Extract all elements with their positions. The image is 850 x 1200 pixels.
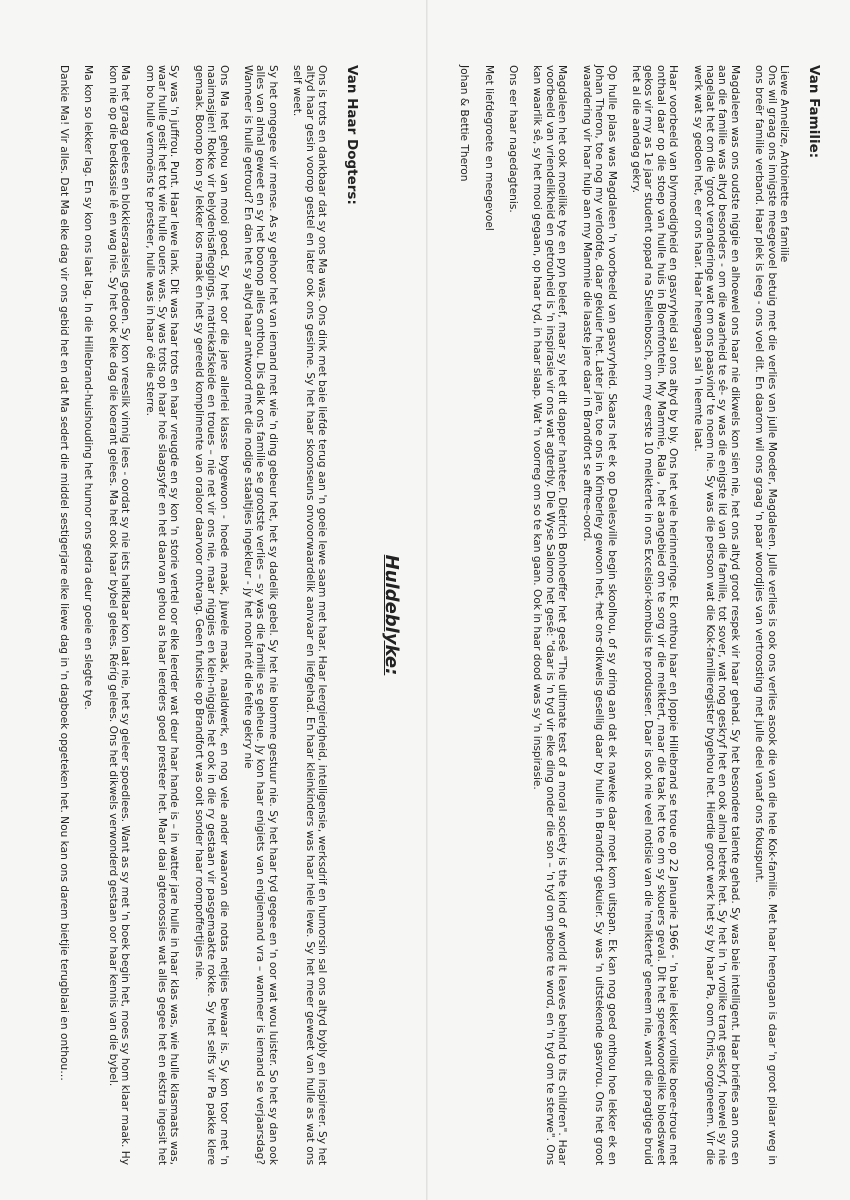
paragraph: Magdaleen het ook moeilike tye en pyn beleef, maar sy het dit dapper hanteer. Dietrich Bonhoeffer het gesê "The ultimate test of a moral society is the kind of world it leaves behind to its children". Haar voorbeeld van vriendelikheid en getrouheid is 'n inspirasie vir ons wat agterbly. Die Wyse Salomo het gesê: "daar is 'n tyd vir elke ding onder die son – 'n tyd om gebore te word, en 'n tyd om te sterwe". Ons kan waarlik sê, sy het mooi gegaan, op haar tyd, in haar slaap. Wat 'n voorreg om so te kan gaan. Ook in haar dood was sy 'n inspirasie.: [531, 65, 569, 1165]
paragraph: Magdaleen was ons oudste niggie en alhoewel ons haar nie dikwels kon sien nie, het ons altyd groot respek vir haar gehad. Sy het besondere talente gehad. Sy was baie intelligent. Haar briefies aan ons en aan die familie was altyd besonders - om die waarheid te sê- sy was die enigste lid van die familie, tot sover, wat nog geskryf het en ook almal betrek het. Sy het in 'n vrolike trant geskryf, hoewel sy nie nagelaat het om die 'groot veranderinge wat om ons paasvind' te noem nie. Sy was die persoon wat die Kok-familieregister bygehou het. Hierdie groot werk het sy by haar Pa, oom Chris, oorgeneem. Vir die werk wat sy gedoen het, eer ons haar. Haar heengaan sal 'n leemte laat.: [691, 65, 741, 1165]
signature: Johan & Bettie Theron: [458, 65, 471, 182]
closing-line: Met liefdegroete en meegevoel: [482, 65, 495, 231]
salutation: Liewe Annelize, Antoinette en familie: [778, 65, 790, 263]
page-fold: [426, 0, 428, 1200]
tribute-panel-family: [436, 25, 836, 1175]
section-title-family: Van Familie:: [806, 65, 822, 159]
section-title-daughters: Van Haar Dogters:: [344, 65, 360, 205]
paragraph: Sy het omgegee vir mense. As sy gehoor het van iemand met wie 'n ding gebeur het, het sy dadelik gebel. Sy het nie blomme gestuur nie. Sy het haar tyd gegee en 'n oor wat wou luister. So het sy dan ook alles van almal geweet en sy het boonop alles onthou. Dis dalk ons familie se grootste verlies – sy was die familie se geheue. Jy kon haar enigiets van enigiemand vra – wanneer is iemand se verjaarsdag? Wanneer is hulle getroud? En dan het sy altyd haar antwoord met die nodige staaltjies ingekleur - jy het nooit nét die feite gekry nie: [241, 65, 279, 1165]
paragraph: Ons Ma het gehou van mooi goed. Sy het oor die jare allerlei klasse bygewoon - hoede maak, juwele maak, naaldwerk, en nog vele ander waarvan die notas netjies bewaar is. Sy kon toor met 'n naaimasjien! Rokke vir belydenisafleggings, matriekafskeide en troues – nie net vir ons nie, maar niggies en klein-niggies het ook in die ry gestaan vir pasgemaakte rokke. Sy het selfs vir Pa pakke klere gemaak. Boonop kon sy lekker kos maak en het sy gereeld komplimente van oraloor daarvoor ontvang. Geen funksie op Brandfort was ooit sonder haar roompoffertjies nie.: [192, 65, 230, 1165]
paragraph: Ons is trots en dankbaar dat sy ons Ma was. Ons dink met baie liefde terug aan 'n goeie lewe saam met haar. Haar leergierigheid, intelligensie, werksdrif en humorsin sal ons altyd bybly en inspireer. Sy het altyd haar gesin voorop gestel en later ook ons gesinne. Sy het haar skoonseuns onvoorwaardelik aanvaar en liefgehad. En haar kleinkinders was haar hele lewe. Sy het meer geweet van hulle as wat ons self weet.: [291, 65, 328, 1165]
paragraph: Ons eer haar nagedagtenis.: [507, 65, 520, 213]
paragraph: Ons wil graag ons innigste meegevoel betuig met die verlies van julle Moeder, Magdaleen. Julle verlies is ook ons verlies asook die van die hele Kok-familie. Met haar heengaan is daar 'n groot pilaar weg in ons breër familie verband. Haar plek is leeg - ons voel dit. En daarom wil ons graag 'n paar woordjies van vertroosting met julle deel vanaf ons fokuspunt.: [753, 65, 778, 1165]
paragraph: Op hulle plaas was Magdaleen 'n voorbeeld van gasvryheid. Skaars het ek op Dealesville begin skoolhou, of sy dring aan dat ek naweke daar moet kom uitspan. Ek kan nog goed onthou hoe lekker ek en Johan Theron, toe nog my verloofde, daar gekuier het. Later jare, toe ons in Kimberley gewoon het, het ons dikwels gesellig daar by hulle in Brandfort gekuier. Sy was 'n uitstekende gasvrou. Ons het groot waardering vir haar hulp aan my Mammie die laaste jare daar in Brandfort se aftree-oord.: [580, 65, 618, 1165]
paragraph: Sy was 'n juffrou. Punt. Haar lewe lank. Dit was haar trots en haar vreugde en sy kon 'n storie vertel oor elke leerder wat deur haar hande is – in watter jare hulle in haar klas was, wie hulle klasmaats was, waar hulle gesit het tot wie hulle ouers was. Sy was trots op haar hoë slaagsyfer en het daarvan gehou as haar leerders goed presteer het. Maar daai agteroossies wat alles gegee het en ekstra ingesit het om bo hulle vermoëns te presteer, hulle was in haar oë die sterre.: [143, 65, 181, 1165]
paragraph: Ma het graag gelees en blokkiesraaisels gedoen. Sy kon vreeslik vinnig lees - oordat sy nie iets halfklaar kon laat nie, het sy geleer spoedlees. Want as sy met 'n boek begin het, moes sy hom klaar maak. Hy kon nie op die bedkassie lê en wag nie. Sy het ook elke dag die koerant gelees. Ma het ook haar bybel gelees. Réríg gelees. Ons het dikwels verwonderd gestaan oor haar kennis van die bybel.: [106, 65, 132, 1165]
paragraph: Ma kon so lekker lag. En sy kon ons laat lag. In die Hillebrand-huishouding het humor ons gedra deur goeie en slegte tye.: [82, 65, 95, 710]
paragraph: Haar voorbeeld van blymoedigheid en gasvryheid sal ons altyd by bly. Ons het vele herinneringe. Ek onthou haar en Joppie Hillebrand se troue op 22 Januarie 1966 - 'n baie lekker vrolike boere-troue met onthaal daar op die stoep van hulle huis in Bloemfontein. My Mammie, Rala , het aangebied om te sorg vir die melktert, maar die taak het toe om sy skouers geval. Dit het spreekwoordelike bloedsweet gekos vir my as 1e jaar student oppad na Stellenbosch, om my eerste 10 melkterte in ons Excelsior-kombuis te produseer. Daar is ook nie veel notisie van die 'melkterte' geneem nie, want die pragtige bruid het al die aandag gekry.: [629, 65, 680, 1165]
page-heading: Huldeblyke:: [381, 554, 402, 676]
tribute-panel-daughters: [57, 25, 420, 1175]
paragraph: Dankie Ma! Vir alles. Dat Ma elke dag vir ons gebid het en dat Ma sedert die middel sestigerjare elke liewe dag in 'n dagboek opgeteken het. Nou kan ons darem bietjie terugblaai en onthou…: [57, 65, 70, 1081]
